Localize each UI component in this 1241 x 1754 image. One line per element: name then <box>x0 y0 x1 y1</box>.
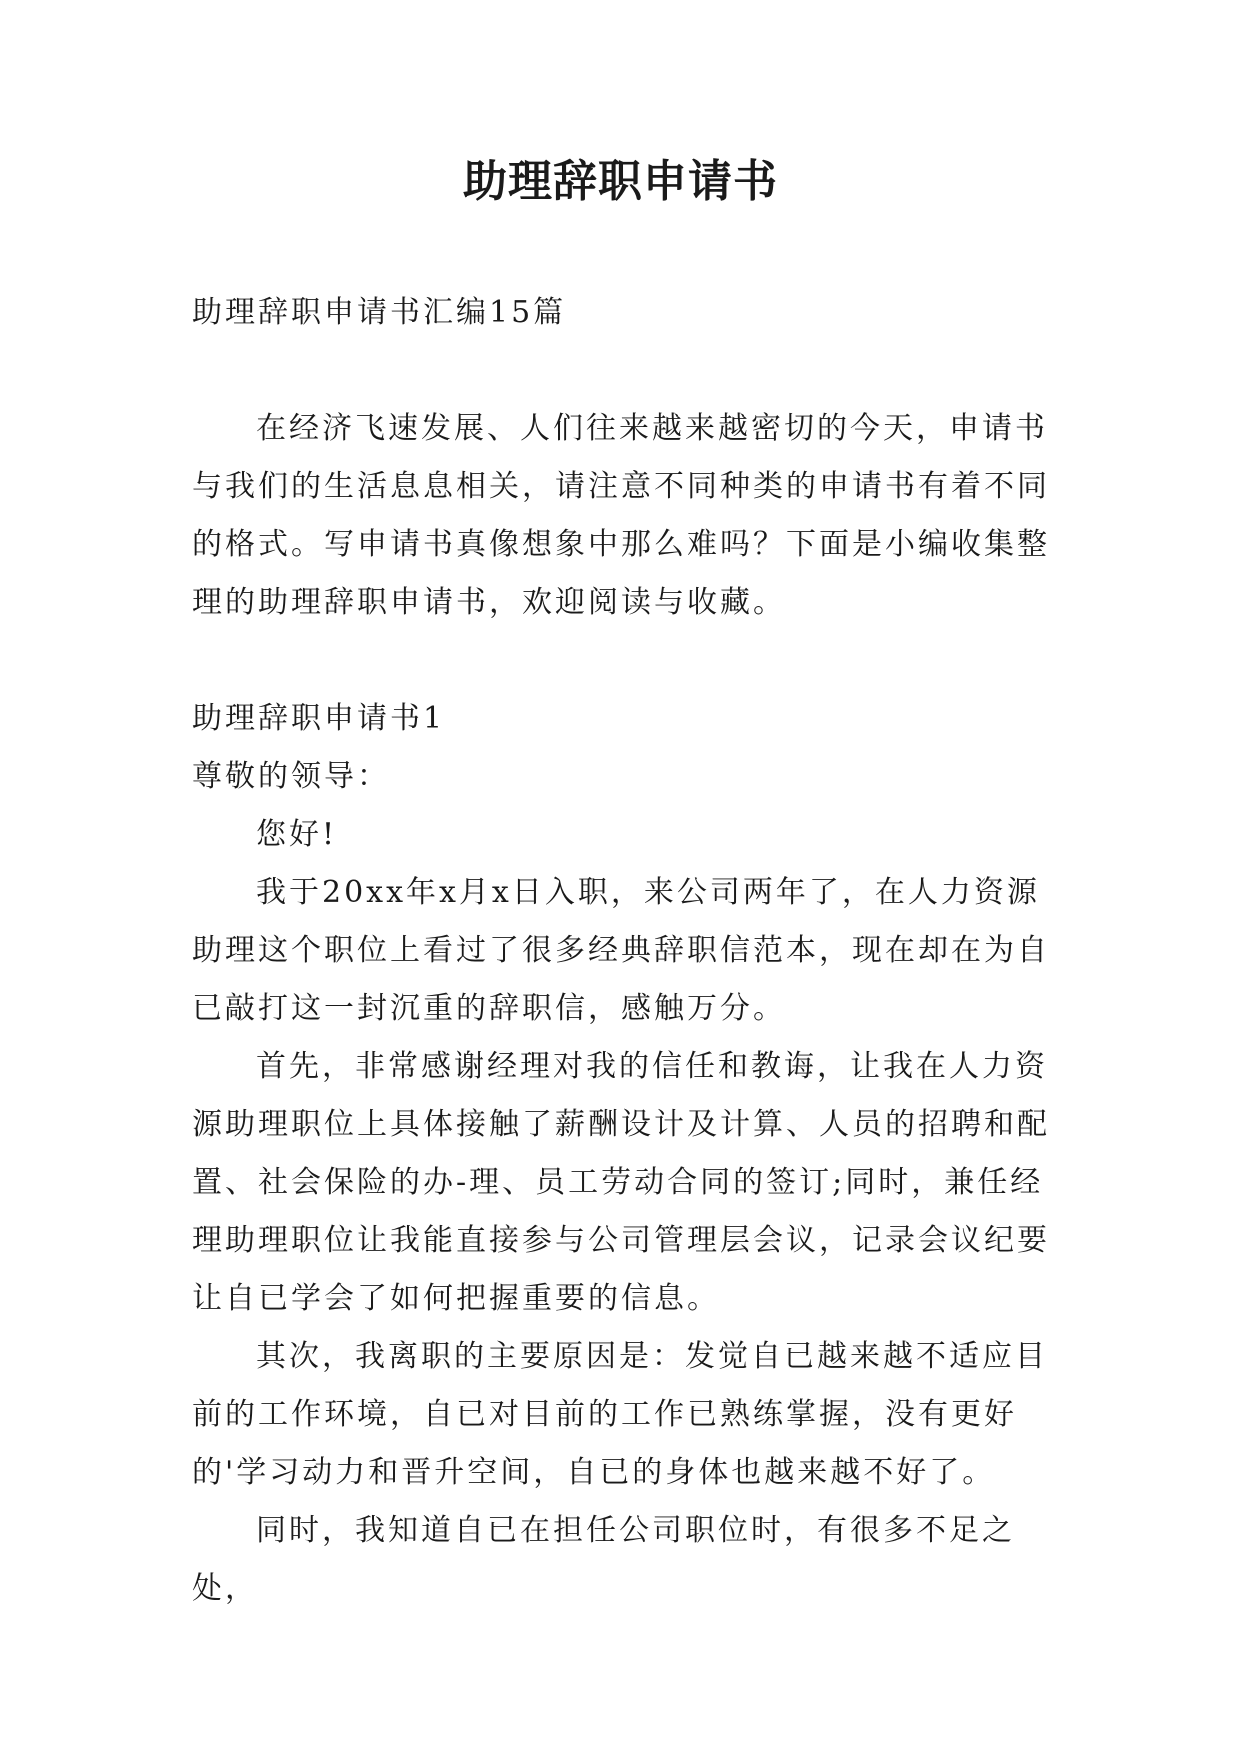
greeting: 您好! <box>256 817 338 852</box>
body-paragraph: 同时，我知道自已在担任公司职位时，有很多不足之处， <box>192 1513 1015 1606</box>
intro-paragraph: 在经济飞速发展、人们往来越来越密切的今天，申请书与我们的生活息息相关，请注意不同种类的申请书有着不同的格式。写申请书真像想象中那么难吗？下面是小编收集整理的助理辞职申请书，欢迎阅读与收藏。 <box>192 411 1050 620</box>
document-title: 助理辞职申请书 <box>463 156 778 207</box>
salutation: 尊敬的领导： <box>192 759 390 794</box>
body-paragraph: 我于20xx年x月x日入职，来公司两年了，在人力资源助理这个职位上看过了很多经典辞职信范本，现在却在为自已敲打这一封沉重的辞职信，感触万分。 <box>192 875 1050 1026</box>
document-body <box>192 284 1056 1618</box>
body-paragraph: 其次，我离职的主要原因是：发觉自已越来越不适应目前的工作环境，自已对目前的工作已熟练掌握，没有更好的'学习动力和晋升空间，自已的身体也越来越不好了。 <box>192 1339 1048 1490</box>
section-heading: 助理辞职申请书1 <box>192 701 446 736</box>
body-paragraph: 首先，非常感谢经理对我的信任和教诲，让我在人力资源助理职位上具体接触了薪酬设计及计算、人员的招聘和配置、社会保险的办-理、员工劳动合同的签订;同时，兼任经理助理职位让我能直接参与公司管理层会议，记录会议纪要让自已学会了如何把握重要的信息。 <box>192 1049 1050 1316</box>
document-subtitle: 助理辞职申请书汇编15篇 <box>192 295 567 330</box>
